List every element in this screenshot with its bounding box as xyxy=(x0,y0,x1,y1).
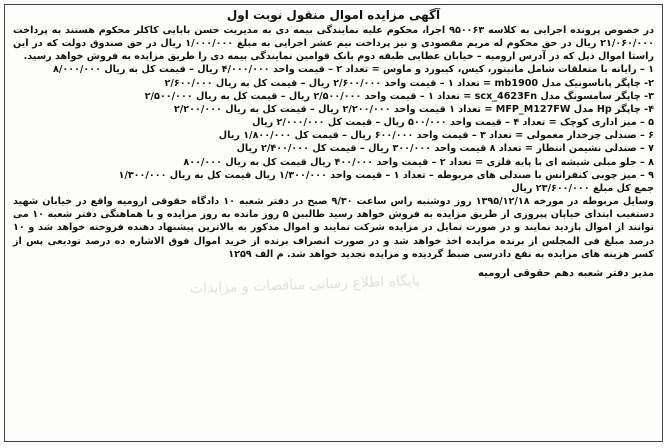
total-amount: جمع کل مبلغ ۲۳/۶۰۰/۰۰۰ ریال xyxy=(511,182,654,194)
notice-intro: در خصوص پرونده اجرایی به کلاسه ۹۵۰۰۶۳ اجرا، محکوم علیه نمایندگی بیمه دی به مدیریت حسن بابایی کاکلر محکوم هستند به پرداخت ۲۱/۰۶۰/۰۰۰ ریال در حق محکوم له مریم مقصودی و نیز پرداخت نیم عشر اجرایی به مبلغ ۱/۰۰۰/۰۰۰ ریال در حق صندوق دولت که در این راستا اموال ذیل که در آدرس ارومیه – خیابان عطایی طبقه دوم بانک قوامین نمایندگی بیمه دی را طریق مزایده به فروش خواهد رسید. xyxy=(13,25,654,63)
list-item: ۹ – میز چوبی کنفرانس با صندلی های مربوطه – تعداد ۱ – قیمت واحد ۱/۳۰۰/۰۰۰ ریال قیمت کل به ریال ۱/۳۰۰/۰۰۰ xyxy=(118,169,654,181)
list-item: ۷ – صندلی نشیمن انتظار = تعداد ۸ قیمت واحد ۳۰۰/۰۰۰ ریال – قیمت کل ۲/۴۰۰/۰۰۰ ریال xyxy=(236,143,654,155)
notice-frame xyxy=(4,4,663,442)
list-item: ۲- چاپگر پاناسونیک مدل mb1900 = تعداد ۱ – قیمت واحد ۲/۶۰۰/۰۰۰ ریال – قیمت کل به ریال ۲/۶۰۰/۰۰۰ xyxy=(164,77,654,89)
list-item: ۳- چاپگر سامسونگ مدل scx_4623Fn = تعداد ۱ – قیمت واحد ۲/۵۰۰/۰۰۰ ریال – قیمت کل به ریال ۲/۵۰۰/۰۰۰ xyxy=(144,90,654,102)
auction-notice xyxy=(13,7,654,439)
list-item: ۵ – میز اداری کوچک = تعداد ۴ – قیمت واحد ۵۰۰/۰۰۰ ریال – قیمت کل ۲/۰۰۰/۰۰۰ ریال xyxy=(252,117,654,129)
list-item: ۱ – رایانه با متعلقات شامل مانیتور، کیس، کیبورد و ماوس = تعداد ۲ – قیمت واحد ۴/۰۰۰/۰۰۰ ریال – قیمت کل به ریال ۸/۰۰۰/۰۰۰ xyxy=(53,64,654,76)
list-item: ۶ – صندلی چرخدار معمولی = تعداد ۳ – قیمت واحد ۶۰۰/۰۰۰ ریال – قیمت کل ۱/۸۰۰/۰۰۰ ریال xyxy=(218,130,654,142)
notice-signature: مدیر دفتر شعبه دهم حقوقی ارومیه xyxy=(478,267,654,279)
notice-title: آگهی مزایده اموال منقول نوبت اول xyxy=(226,8,441,22)
watermark: پایگاه اطلاع رسانی مناقصات و مزایدات xyxy=(189,272,421,298)
list-item: ۴- چاپگر Hp مدل MFP_M127FW = تعداد ۱ قیمت واحد ۲/۲۰۰/۰۰۰ ریال – قیمت کل به ریال ۲/۲۰۰/۰۰۰ xyxy=(173,103,654,115)
notice-closing: وسایل مربوطه در مورخه ۱۳۹۵/۱۲/۱۸ روز دوشنبه راس ساعت ۹/۳۰ صبح در دفتر شعبه ۱۰ دادگاه حقوقی ارومیه واقع در خیابان شهید دستغیب ابتدای خیابان پیروزی از طریق مزایده به فروش خواهد رسید طالبین ۵ روز مانده به روز مزایده و با هماهنگی دفتر شعبه ۱۰ می توانند از اموال بازدید نمایند و در صورت تمایل در مزایده شرکت نمایند و اموال مذکور به بالاترین پیشنهاد دهنده فروخته خواهد شد و ۱۰ درصد مبلغ فی المجلس از برنده مزایده اخذ خواهد شد و در صورت انصراف برنده از خرید اموال فوق الاشاره ده درصد تودیعی پس از کسر هزینه های مزایده به نفع دادرسی ضبط گردیده و مزایده تجدید خواهد شد. م الف ۱۲۵۹ xyxy=(13,196,655,260)
list-item: ۸ – جلو مبلی شیشه ای با پایه فلزی = تعداد ۲ – قیمت واحد ۴۰۰/۰۰۰ ریال قیمت کل به ریال ۸۰۰/۰۰۰ xyxy=(183,156,654,168)
